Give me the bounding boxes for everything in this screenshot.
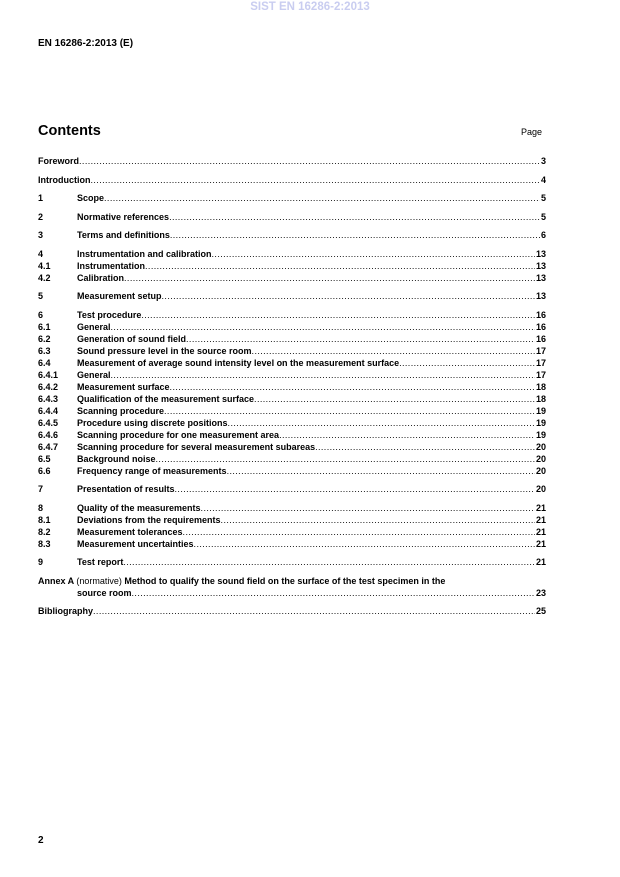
toc-entry[interactable]	[38, 405, 546, 417]
toc-entry[interactable]	[38, 357, 546, 369]
toc-entry[interactable]	[38, 174, 546, 186]
toc-entry[interactable]	[38, 502, 546, 514]
toc-entry-page: 20	[535, 484, 546, 494]
toc-entry-number: 6.4.5	[38, 417, 59, 428]
toc-entry-number: 6.4.4	[38, 405, 59, 416]
toc-entry-page: 21	[535, 514, 546, 525]
annex-type: (normative)	[76, 575, 122, 586]
toc-entry-number: 2	[38, 211, 44, 222]
toc-entry[interactable]	[38, 248, 546, 260]
toc-entry-page: 25	[535, 606, 546, 616]
toc-entry-page: 4	[540, 174, 546, 185]
toc-group	[38, 483, 546, 495]
toc-entry-title: Instrumentation and calibration	[77, 248, 212, 259]
annex-page: 23	[535, 587, 546, 598]
toc-entry-page: 18	[535, 393, 546, 404]
toc-entry-number: 6.4.2	[38, 381, 59, 392]
toc-entry-number: 4	[38, 248, 44, 259]
toc-entry-number: 6.4.3	[38, 393, 59, 404]
toc-entry-title: Introduction	[38, 174, 91, 185]
dot-leader	[104, 192, 540, 204]
toc-entry-number: 6.3	[38, 345, 51, 356]
dot-leader	[164, 405, 535, 417]
toc-entry-page: 21	[535, 538, 546, 549]
annex-label: Annex A	[38, 575, 74, 586]
toc-entry-title: Deviations from the requirements	[77, 514, 221, 525]
toc-entry[interactable]	[38, 155, 546, 167]
dot-leader	[123, 556, 535, 568]
toc-entry-number: 6.4	[38, 357, 51, 368]
toc-entry-page: 16	[535, 321, 546, 332]
toc-entry-title: Presentation of results	[77, 484, 175, 494]
contents-title: Contents	[38, 123, 101, 139]
toc-entry-title: Normative references	[77, 211, 170, 222]
toc-entry-title: Foreword	[38, 156, 80, 166]
toc-entry-page: 13	[535, 272, 546, 283]
toc-group	[38, 155, 546, 167]
dot-leader	[279, 429, 535, 441]
toc-entry-title: Scanning procedure	[77, 405, 165, 416]
toc-entry-annex-a[interactable]	[38, 575, 546, 599]
annex-title-line2: source room	[77, 587, 132, 598]
toc-entry-number: 6.4.7	[38, 441, 59, 452]
toc-entry-page: 19	[535, 429, 546, 440]
toc-entry-title: Calibration	[77, 272, 125, 283]
dot-leader	[141, 309, 535, 321]
toc-entry-title: Measurement uncertainties	[77, 538, 194, 549]
dot-leader	[111, 321, 535, 333]
toc-entry-page: 5	[540, 211, 546, 222]
dot-leader	[221, 514, 535, 526]
dot-leader	[399, 357, 535, 369]
toc-entry[interactable]	[38, 483, 546, 495]
toc-entry-number: 8.3	[38, 538, 51, 549]
toc-entry-number: 3	[38, 230, 44, 240]
dot-leader	[252, 345, 535, 357]
toc-entry-title: Test report	[77, 557, 124, 567]
toc-entry-number: 8.2	[38, 526, 51, 537]
toc-entry-title: Measurement of average sound intensity level on the measurement surface	[77, 357, 400, 368]
toc-entry-page: 20	[535, 453, 546, 464]
toc-group	[38, 229, 546, 241]
toc-entry[interactable]	[38, 369, 546, 381]
toc-group	[38, 174, 546, 186]
dot-leader	[201, 502, 535, 514]
toc-entry-title: Generation of sound field	[77, 333, 187, 344]
toc-entry-title: General	[77, 369, 111, 380]
toc-entry-title: Test procedure	[77, 309, 142, 320]
toc-group	[38, 211, 546, 223]
toc-group	[38, 502, 546, 550]
toc-entry[interactable]	[38, 345, 546, 357]
toc-entry-page: 16	[535, 333, 546, 344]
page-column-label: Page	[521, 127, 543, 137]
toc-entry-number: 8	[38, 502, 44, 513]
toc-group	[38, 192, 546, 204]
toc-entry[interactable]	[38, 429, 546, 441]
toc-entry-page: 20	[535, 441, 546, 452]
toc-entry[interactable]	[38, 465, 546, 477]
toc-entry-page: 6	[540, 230, 546, 240]
toc-entry-page: 19	[535, 417, 546, 428]
toc-entry[interactable]	[38, 290, 546, 302]
toc-entry-page: 21	[535, 557, 546, 567]
toc-entry[interactable]	[38, 272, 546, 284]
toc-entry-title: Frequency range of measurements	[77, 465, 227, 476]
toc-entry-page: 18	[535, 381, 546, 392]
toc-entry-number: 6.4.1	[38, 369, 59, 380]
dot-leader	[212, 248, 535, 260]
toc-entry-title: Bibliography	[38, 606, 94, 616]
toc-entry-title: Scanning procedure for several measurement subareas	[77, 441, 316, 452]
toc-entry-page: 17	[535, 369, 546, 380]
toc-entry-title: General	[77, 321, 111, 332]
toc-entry-number: 7	[38, 484, 44, 494]
dot-leader	[93, 605, 535, 617]
toc-entry-number: 4.2	[38, 272, 51, 283]
toc-entry[interactable]	[38, 260, 546, 272]
toc-entry[interactable]	[38, 556, 546, 568]
toc-entry[interactable]	[38, 453, 546, 465]
toc-entry-title: Instrumentation	[77, 260, 146, 271]
toc-entry-title: Qualification of the measurement surface	[77, 393, 255, 404]
toc-entry-number: 6.6	[38, 465, 51, 476]
dot-leader	[186, 333, 535, 345]
toc-entry-page: 3	[540, 156, 546, 166]
document-id: EN 16286-2:2013 (E)	[38, 38, 134, 49]
toc-entry-page: 17	[535, 357, 546, 368]
toc-entry[interactable]	[38, 192, 546, 204]
toc-entry-page: 5	[540, 193, 546, 203]
toc-entry-title: Background noise	[77, 453, 156, 464]
toc-entry-page: 16	[535, 309, 546, 320]
toc-entry-page: 17	[535, 345, 546, 356]
dot-leader	[132, 587, 535, 599]
toc-entry-title: Quality of the measurements	[77, 502, 201, 513]
toc-entry-page: 13	[535, 248, 546, 259]
dot-leader	[162, 290, 535, 302]
table-of-contents	[38, 155, 546, 624]
dot-leader	[91, 174, 540, 186]
annex-title-line1: Method to qualify the sound field on the surface of the test specimen in the	[124, 575, 446, 586]
toc-entry-number: 6.4.6	[38, 429, 59, 440]
toc-entry-title: Scope	[77, 193, 105, 203]
toc-entry-page: 21	[535, 502, 546, 513]
dot-leader	[124, 272, 535, 284]
dot-leader	[175, 483, 535, 495]
toc-entry[interactable]	[38, 211, 546, 223]
toc-entry[interactable]	[38, 229, 546, 241]
toc-entry-number: 6.5	[38, 453, 51, 464]
toc-entry-number: 6.2	[38, 333, 51, 344]
toc-entry[interactable]	[38, 393, 546, 405]
toc-entry-title: Scanning procedure for one measurement area	[77, 429, 280, 440]
toc-entry-number: 5	[38, 291, 44, 301]
toc-entry[interactable]	[38, 441, 546, 453]
toc-entry[interactable]	[38, 309, 546, 321]
toc-group	[38, 290, 546, 302]
toc-entry[interactable]	[38, 417, 546, 429]
toc-entry[interactable]	[38, 538, 546, 550]
toc-entry-title: Measurement tolerances	[77, 526, 183, 537]
dot-leader	[170, 229, 540, 241]
watermark: SIST EN 16286-2:2013	[250, 1, 370, 13]
dot-leader	[156, 453, 535, 465]
dot-leader	[169, 211, 540, 223]
toc-entry-title: Measurement surface	[77, 381, 170, 392]
toc-entry-number: 8.1	[38, 514, 51, 525]
toc-entry[interactable]	[38, 321, 546, 333]
toc-entry[interactable]	[38, 526, 546, 538]
toc-entry-number: 6	[38, 309, 44, 320]
toc-entry-number: 6.1	[38, 321, 51, 332]
toc-entry-title: Terms and definitions	[77, 230, 170, 240]
dot-leader	[228, 417, 535, 429]
dot-leader	[194, 538, 535, 550]
dot-leader	[170, 381, 535, 393]
dot-leader	[254, 393, 535, 405]
toc-group	[38, 556, 546, 568]
toc-entry[interactable]	[38, 514, 546, 526]
toc-entry-page: 19	[535, 405, 546, 416]
dot-leader	[315, 441, 535, 453]
toc-entry-number: 9	[38, 557, 44, 567]
toc-entry-number: 1	[38, 193, 44, 203]
toc-group	[38, 309, 546, 477]
dot-leader	[227, 465, 535, 477]
toc-entry[interactable]	[38, 381, 546, 393]
dot-leader	[111, 369, 535, 381]
dot-leader	[145, 260, 535, 272]
toc-entry-number: 4.1	[38, 260, 51, 271]
toc-entry-title: Procedure using discrete positions	[77, 417, 228, 428]
toc-entry-page: 21	[535, 526, 546, 537]
dot-leader	[183, 526, 535, 538]
toc-group	[38, 248, 546, 284]
dot-leader	[79, 155, 540, 167]
toc-entry-page: 13	[535, 260, 546, 271]
toc-entry-page: 20	[535, 465, 546, 476]
toc-entry-bibliography[interactable]	[38, 605, 546, 617]
toc-entry-page: 13	[535, 291, 546, 301]
toc-entry[interactable]	[38, 333, 546, 345]
toc-entry-title: Measurement setup	[77, 291, 162, 301]
toc-entry-title: Sound pressure level in the source room	[77, 345, 252, 356]
page-number: 2	[38, 835, 44, 846]
